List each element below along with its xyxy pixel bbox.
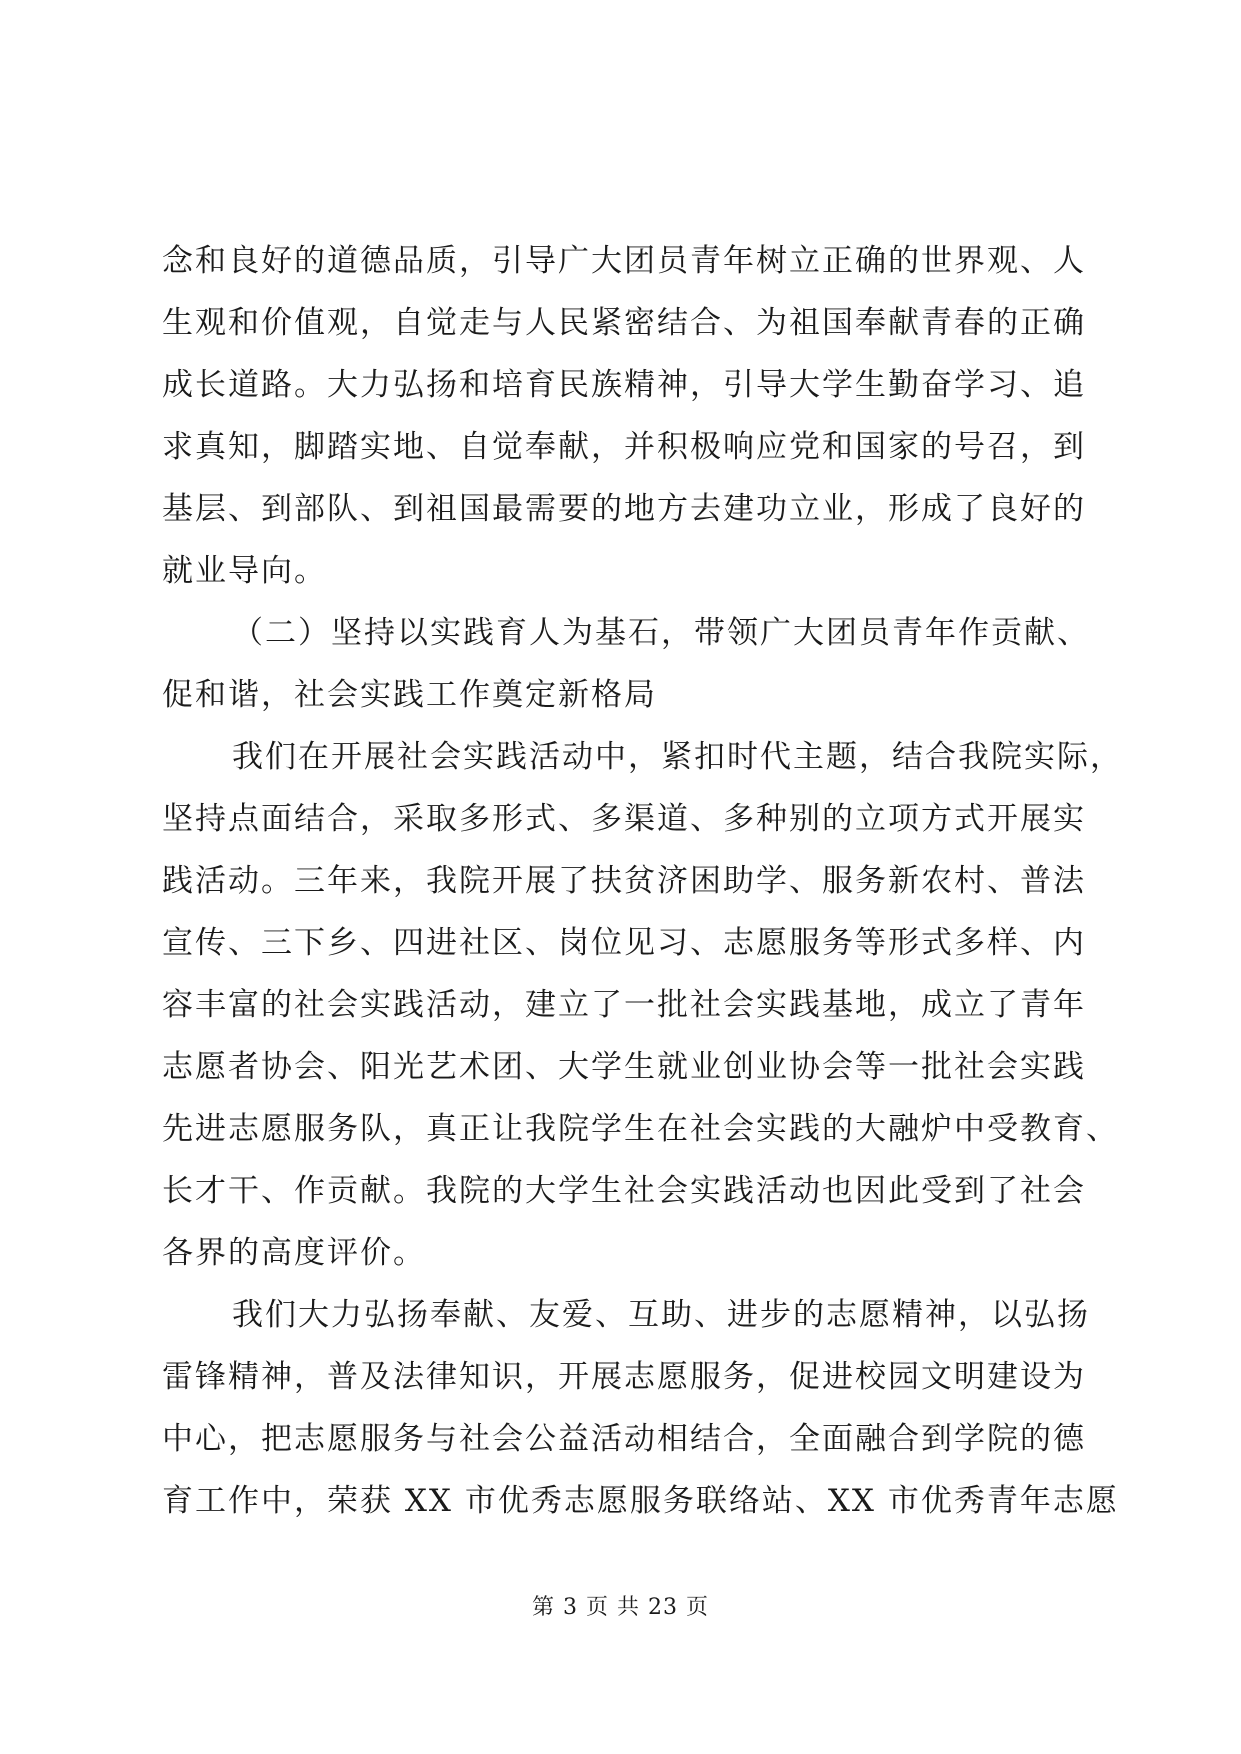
text-line: 先进志愿服务队，真正让我院学生在社会实践的大融炉中受教育、 (162, 1111, 1119, 1147)
text-line: 成长道路。大力弘扬和培育民族精神，引导大学生勤奋学习、追 (162, 367, 1086, 403)
page-number: 第 3 页 共 23 页 (532, 1595, 709, 1620)
text-line: 宣传、三下乡、四进社区、岗位见习、志愿服务等形式多样、内 (162, 925, 1086, 961)
section-heading-line: 促和谐，社会实践工作奠定新格局 (162, 677, 657, 713)
text-line: 践活动。三年来，我院开展了扶贫济困助学、服务新农村、普法 (162, 863, 1086, 899)
text-line: 容丰富的社会实践活动，建立了一批社会实践基地，成立了青年 (162, 987, 1086, 1023)
text-line: 基层、到部队、到祖国最需要的地方去建功立业，形成了良好的 (162, 491, 1086, 527)
text-line: 坚持点面结合，采取多形式、多渠道、多种别的立项方式开展实 (162, 801, 1086, 837)
text-line: 生观和价值观，自觉走与人民紧密结合、为祖国奉献青春的正确 (162, 305, 1086, 341)
text-line: 就业导向。 (162, 553, 327, 589)
text-line: 求真知，脚踏实地、自觉奉献，并积极响应党和国家的号召，到 (162, 429, 1086, 465)
text-line: 志愿者协会、阳光艺术团、大学生就业创业协会等一批社会实践 (162, 1049, 1086, 1085)
text-line: 中心，把志愿服务与社会公益活动相结合，全面融合到学院的德 (162, 1421, 1086, 1457)
text-line: 各界的高度评价。 (162, 1235, 426, 1271)
text-line: 长才干、作贡献。我院的大学生社会实践活动也因此受到了社会 (162, 1173, 1086, 1209)
text-line: 念和良好的道德品质，引导广大团员青年树立正确的世界观、人 (162, 243, 1086, 279)
text-line: 育工作中，荣获 XX 市优秀志愿服务联络站、XX 市优秀青年志愿 (162, 1483, 1119, 1519)
text-line: 雷锋精神，普及法律知识，开展志愿服务，促进校园文明建设为 (162, 1359, 1086, 1395)
text-line: 我们大力弘扬奉献、友爱、互助、进步的志愿精神，以弘扬 (232, 1297, 1090, 1333)
section-heading-line: （二）坚持以实践育人为基石，带领广大团员青年作贡献、 (232, 615, 1090, 651)
text-line: 我们在开展社会实践活动中，紧扣时代主题，结合我院实际， (232, 739, 1123, 775)
document-body (162, 230, 1123, 1532)
